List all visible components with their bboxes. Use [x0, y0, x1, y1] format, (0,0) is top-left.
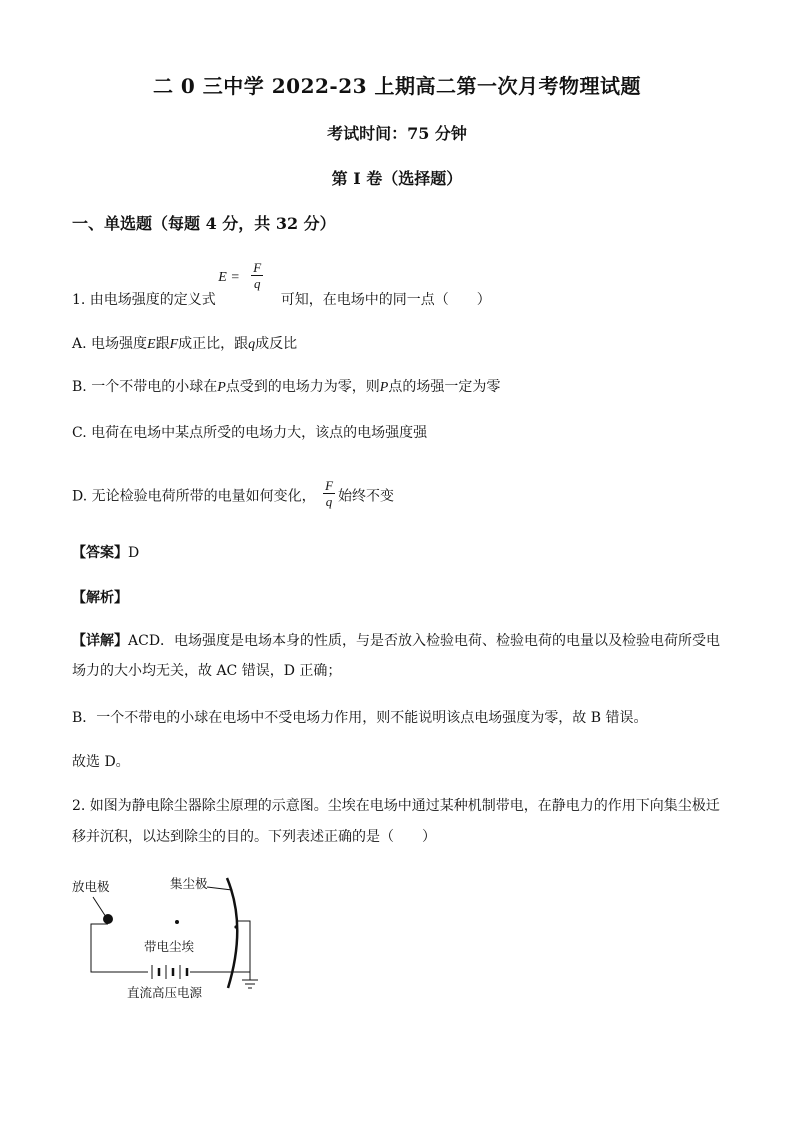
label-collector-electrode: 集尘极	[170, 876, 208, 891]
option-d-text: D. 无论检验电荷所带的电量如何变化，	[72, 488, 316, 505]
formula-numerator: F	[253, 260, 262, 275]
ground-icon	[242, 972, 258, 988]
conclusion: 故选 D。	[72, 754, 130, 770]
option-b	[72, 376, 500, 396]
fraction-numerator: F	[325, 478, 334, 493]
collector-leader-line	[207, 887, 232, 890]
option-b-text-2: 点受到的电场力为零，则	[225, 379, 380, 395]
option-a-text-3: 成正比，跟	[178, 336, 249, 352]
label-dc-power: 直流高压电源	[127, 985, 203, 1000]
electrostatic-precipitator-diagram	[60, 866, 290, 1006]
option-b-text: B. 一个不带电的小球在	[72, 379, 218, 395]
symbol-f: F	[169, 337, 179, 352]
detail-paragraph	[72, 626, 722, 686]
question-1-stem	[72, 260, 491, 309]
option-d-fraction	[323, 478, 335, 509]
wire-right	[190, 921, 250, 972]
discharge-leader-line	[93, 897, 106, 917]
fraction-denominator: q	[325, 494, 333, 509]
page-title: 二 0 三中学 2022-23 上期高二第一次月考物理试题	[152, 74, 642, 98]
formula-lhs: E =	[218, 270, 240, 285]
option-d	[72, 478, 395, 512]
formula-fraction	[251, 260, 263, 291]
option-a-text-2: 跟	[155, 336, 170, 352]
formula-denominator: q	[253, 276, 261, 291]
question-2-line-1: 2. 如图为静电除尘器除尘原理的示意图。尘埃在电场中通过某种机制带电，在静电力的作用下向集尘极迁	[72, 798, 720, 814]
battery-symbol	[152, 965, 187, 979]
option-b-text-3: 点的场强一定为零	[388, 379, 501, 395]
option-a	[72, 333, 297, 353]
detail-text: ACD．电场强度是电场本身的性质，与是否放入检验电荷、检验电荷的电量以及检验电荷所受电场力的大小均无关，故 AC 错误，D 正确；	[72, 633, 721, 679]
option-d-text-2: 始终不变	[338, 488, 395, 505]
detail-tag: 【详解】	[72, 633, 128, 649]
section-heading: 一、单选题（每题 4 分，共 32 分）	[72, 214, 336, 233]
symbol-q: q	[248, 337, 256, 352]
analysis-tag: 【解析】	[72, 590, 128, 606]
label-charged-dust: 带电尘埃	[144, 939, 195, 954]
question-2-line-2: 移并沉积，以达到除尘的目的。下列表述正确的是（ ）	[72, 829, 436, 845]
symbol-p-2: P	[379, 380, 389, 395]
symbol-e: E	[147, 337, 156, 352]
option-a-text-4: 成反比	[255, 336, 298, 352]
symbol-p: P	[217, 380, 226, 395]
answer-line	[72, 542, 139, 562]
exam-time: 考试时间：75 分钟	[327, 124, 467, 143]
option-c: C. 电荷在电场中某点所受的电场力大，该点的电场强度强	[72, 425, 428, 441]
discharge-electrode	[103, 914, 113, 924]
detail-b: B．一个不带电的小球在电场中不受电场力作用，则不能说明该点电场强度为零，故 B 错误。	[72, 710, 648, 726]
question-1-suffix: 可知，在电场中的同一点（ ）	[280, 292, 491, 308]
option-a-text: A. 电场强度	[72, 336, 148, 352]
dust-particle	[175, 920, 179, 924]
label-discharge-electrode: 放电极	[72, 879, 110, 894]
answer-tag: 【答案】	[72, 545, 128, 561]
definition-formula	[218, 260, 276, 304]
question-1-prefix: 1. 由电场强度的定义式	[72, 292, 216, 308]
volume-heading: 第 I 卷（选择题）	[331, 169, 463, 188]
answer-value: D	[128, 545, 140, 561]
collector-contact	[234, 925, 237, 928]
wire-left	[91, 924, 148, 972]
